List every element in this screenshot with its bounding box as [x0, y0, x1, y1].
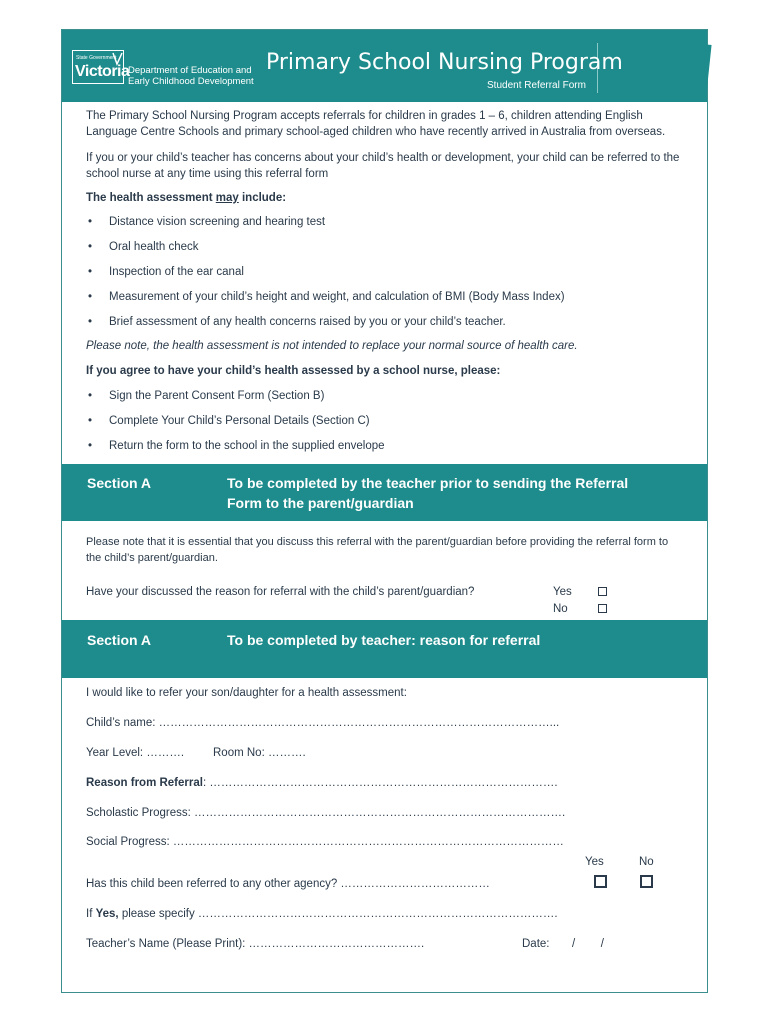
bullet-icon: • — [88, 266, 93, 278]
bullet-icon: • — [88, 291, 93, 303]
bullet-icon: • — [88, 440, 93, 452]
reason-label: Reason from Referral — [86, 777, 203, 789]
assessment-heading-post: include: — [238, 192, 287, 204]
intro-paragraph-1: The Primary School Nursing Program accepts referrals for children in grades 1 – 6, children attending English Language Centre Schools and primary school-aged children who have recently arrived in Australia from overseas. — [86, 110, 666, 138]
agency-yes-checkbox[interactable] — [594, 875, 607, 888]
discussed-yes-checkbox[interactable] — [598, 587, 607, 596]
specify-pre: If — [86, 908, 96, 920]
agency-yes-label: Yes — [585, 856, 604, 868]
list-item-text: Measurement of your child’s height and weight, and calculation of BMI (Body Mass Index) — [109, 291, 565, 303]
section-heading-line1: To be completed by the teacher prior to sending the Referral — [227, 475, 629, 491]
department-line1: Department of Education and — [128, 65, 252, 76]
reason-dots: : ………………………………………………………………………………. — [202, 777, 558, 789]
logo-small-text: State Government — [76, 55, 117, 61]
teacher-name-field[interactable]: Teacher’s Name (Please Print): ………………………………………. — [86, 938, 425, 950]
yes-label: Yes — [553, 586, 572, 598]
bullet-icon: • — [88, 216, 93, 228]
intro-paragraph-2: If you or your child’s teacher has concerns about your child’s health or development, your child can be referred to the school nurse at any time using this referral form — [86, 152, 680, 180]
specify-field[interactable] — [86, 906, 558, 922]
agency-no-checkbox[interactable] — [640, 875, 653, 888]
room-no-field[interactable]: Room No: ………. — [213, 747, 306, 759]
section-label: Section A — [87, 632, 152, 648]
section-a-band-1 — [62, 464, 707, 521]
specify-post: please specify …………………………………………………………………………………. — [118, 908, 558, 920]
discussed-no-checkbox[interactable] — [598, 604, 607, 613]
agree-heading: If you agree to have your child’s health assessed by a school nurse, please: — [86, 365, 501, 377]
no-label: No — [553, 603, 568, 615]
specify-yes: Yes, — [95, 908, 119, 920]
logo-tick-icon — [112, 52, 123, 66]
section-heading: To be completed by teacher: reason for referral — [227, 632, 541, 648]
list-item-text: Inspection of the ear canal — [109, 266, 244, 278]
bullet-icon: • — [88, 415, 93, 427]
list-item-text: Sign the Parent Consent Form (Section B) — [109, 390, 325, 402]
corner-decoration — [652, 39, 711, 96]
date-field[interactable]: / / — [572, 938, 604, 950]
section-heading — [227, 473, 628, 513]
section-label: Section A — [87, 475, 152, 491]
list-item-text: Complete Your Child’s Personal Details (Section C) — [109, 415, 370, 427]
discussion-note: Please note that it is essential that you discuss this referral with the parent/guardian before providing the referral form to the child’s parent/guardian. — [86, 536, 669, 564]
section-heading-line2: Form to the parent/guardian — [227, 495, 414, 511]
bullet-icon: • — [88, 316, 93, 328]
logo-text: Victoria — [75, 63, 130, 80]
date-label: Date: — [522, 938, 550, 950]
childs-name-field[interactable]: Child’s name: …………………………………………………………………………………………... — [86, 717, 560, 729]
social-progress-field[interactable]: Social Progress: ………………………………………………………………………………………… — [86, 836, 564, 848]
assessment-heading — [86, 190, 286, 206]
page-title: Primary School Nursing Program — [266, 50, 623, 75]
agency-question: Has this child been referred to any other agency? ………………………………… — [86, 878, 490, 890]
reason-field[interactable] — [86, 775, 558, 791]
list-item-text: Return the form to the school in the supplied envelope — [109, 440, 385, 452]
list-item-text: Distance vision screening and hearing test — [109, 216, 326, 228]
section-a-band-2 — [62, 620, 707, 678]
bullet-icon: • — [88, 390, 93, 402]
assessment-heading-pre: The health assessment — [86, 192, 216, 204]
discussion-question: Have your discussed the reason for referral with the child’s parent/guardian? — [86, 586, 475, 598]
department-line2: Early Childhood Development — [128, 76, 254, 87]
bullet-icon: • — [88, 241, 93, 253]
agency-no-label: No — [639, 856, 654, 868]
year-level-field[interactable]: Year Level: ………. — [86, 747, 185, 759]
page-subtitle: Student Referral Form — [487, 80, 586, 91]
assessment-heading-may: may — [215, 192, 239, 204]
refer-intro: I would like to refer your son/daughter for a health assessment: — [86, 687, 407, 699]
list-item-text: Brief assessment of any health concerns raised by you or your child’s teacher. — [109, 316, 506, 328]
department-name — [128, 65, 254, 87]
list-item-text: Oral health check — [109, 241, 199, 253]
assessment-note: Please note, the health assessment is not intended to replace your normal source of health care. — [86, 340, 578, 352]
scholastic-progress-field[interactable]: Scholastic Progress: ……………………………………………………………………………………. — [86, 807, 566, 819]
